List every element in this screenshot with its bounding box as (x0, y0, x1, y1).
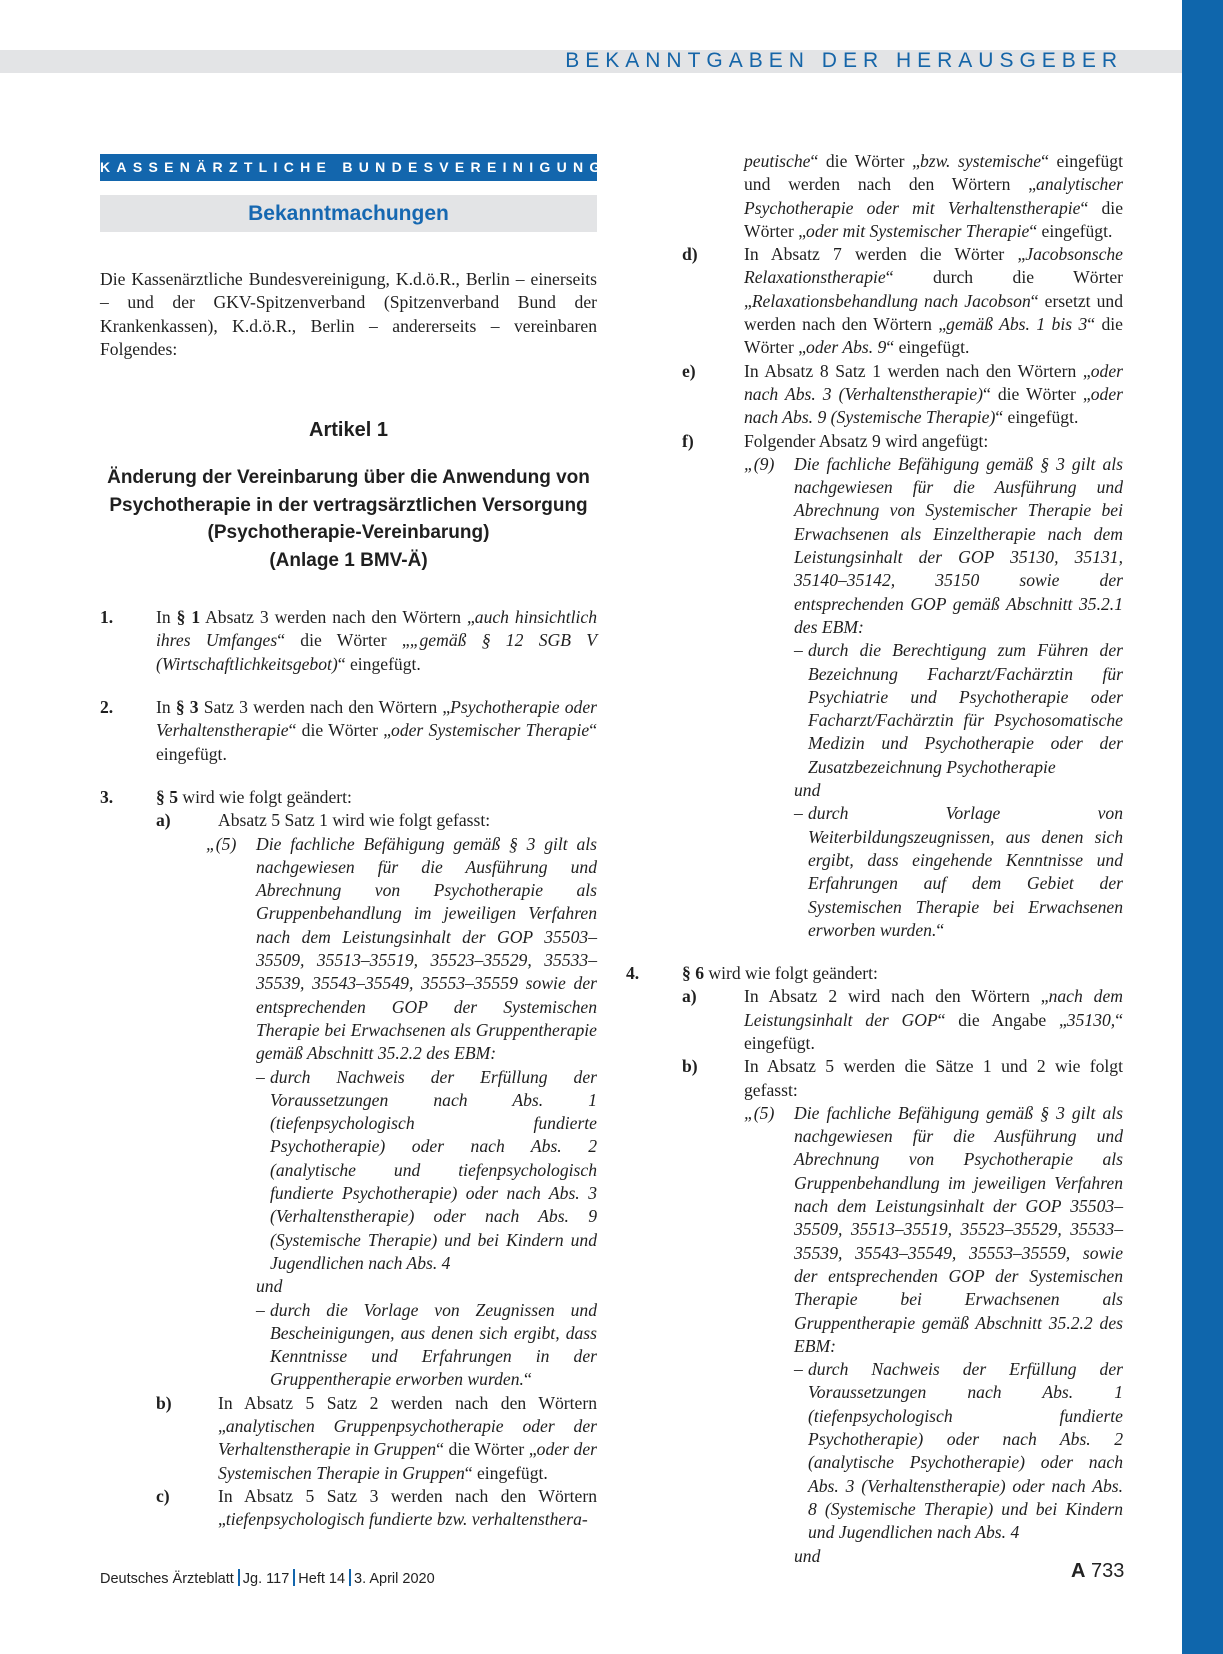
page-prefix: A (1071, 1560, 1086, 1582)
quote-block (744, 453, 1123, 942)
quoted-text: Die fachliche Befähigung gemäß § 3 gilt als nachgewiesen für die Ausführung und Abrechnung von Psychotherapie als Gruppenbehandlung im jeweiligen Verfahren nach dem Leistungsinhalt der GOP 35503–35509, 35513–35519, 35523–35529, 35533–35539, 35543–35549, 35553–35559, sowie der entsprechenden GOP der Systemischen Therapie bei Erwachsenen als Gruppentherapie gemäß Abschnitt 35.2.2 des EBM: (794, 1102, 1123, 1356)
text: Absatz 3 werden nach den Wörtern „ (200, 607, 475, 628)
quoted-text: gemäß Abs. 1 bis 3 (946, 314, 1088, 335)
subitem-letter: a) (156, 810, 171, 831)
dash-item: – durch Nachweis der Erfüllung der Voraussetzungen nach Abs. 1 (tiefenpsychologisch fundierte Psychotherapie) oder nach Abs. 2 (analytische Psychotherapie) oder nach Abs. 3 (Verhaltenstherapie) oder nach Abs. 8 (Systemische Therapie) und bei Kindern und Jugendlichen nach Abs. 4 (794, 1359, 1123, 1543)
left-column (100, 268, 597, 1531)
quoted-text: oder der Systemischen Therapie in Gruppen (218, 1439, 597, 1483)
issue: Heft 14 (298, 1571, 346, 1587)
dash-item: – durch Nachweis der Erfüllung der Voraussetzungen nach Abs. 1 (tiefenpsychologisch fundierte Psychotherapie) oder nach Abs. 2 (analytische und tiefenpsychologisch fundierte Psychotherapie) oder nach Abs. 3 (Verhaltenstherapie) oder nach Abs. 9 (Systemische Therapie) und bei Kindern und Jugendlichen nach Abs. 4 (256, 1066, 597, 1273)
text: In Absatz 7 werden die Wörter „ (744, 244, 1026, 265)
quote-marker: „(5) (206, 833, 237, 854)
quote-close: “ (523, 1369, 532, 1390)
text: “ die Angabe „ (937, 1009, 1067, 1030)
quoted-text: Die fachliche Befähigung gemäß § 3 gilt als nachgewiesen für die Ausführung und Abrechnung von Systemischer Therapie bei Erwachsenen als Einzeltherapie nach dem Leistungsinhalt der GOP 35130, 35131, 35140–35142, 35150 sowie der entsprechenden GOP gemäß Abschnitt 35.2.1 des EBM: (794, 453, 1123, 637)
separator (293, 1569, 295, 1586)
quoted-text: durch Nachweis der Erfüllung der Voraussetzungen nach Abs. 1 (tiefenpsychologisch fundierte Psychotherapie) oder nach Abs. 2 (analytische Psychotherapie) oder nach Abs. 3 (Verhaltenstherapie) oder nach Abs. 8 (Systemische Therapie) und bei Kindern und Jugendlichen nach Abs. 4 (808, 1359, 1123, 1543)
subitem-3c (156, 1485, 597, 1532)
item-number: 1. (100, 607, 114, 628)
intro-paragraph: Die Kassenärztliche Bundesvereinigung, K.d.ö.R., Berlin – einerseits – und der GKV-Spitzenverband (Spitzenverband Bund der Krankenkassen), K.d.ö.R., Berlin – andererseits – vereinbaren Folgendes: (100, 269, 597, 359)
text: “ eingefügt. (995, 407, 1079, 428)
text: “ die Wörter „ (810, 151, 920, 171)
subitem-letter: c) (156, 1485, 170, 1506)
subitem-letter: b) (682, 1056, 698, 1077)
volume: Jg. 117 (242, 1571, 290, 1587)
subitem-letter: b) (156, 1392, 172, 1413)
quote-marker: „(5) (744, 1102, 775, 1123)
quoted-text: auch hinsichtlich ihres Umfanges (156, 607, 597, 651)
page-number (1071, 1560, 1124, 1583)
quoted-text: Die fachliche Befähigung gemäß § 3 gilt als nachgewiesen für die Ausführung und Abrechnung von Psychotherapie als Gruppenbehandlung im jeweiligen Verfahren nach dem Leistungsinhalt der GOP 35503–35509, 35513–35519, 35523–35529, 35533–35539, 35543–35549, 35553–35559 sowie der entsprechenden GOP der Systemischen Therapie bei Erwachsenen als Gruppentherapie gemäß Abschnitt 35.2.2 des EBM: (256, 833, 597, 1064)
quoted-text: „gemäß § 12 SGB V (Wirtschaftlichkeitsgebot) (156, 630, 598, 674)
organization-banner: KASSENÄRZTLICHE BUNDESVEREINIGUNG (100, 154, 597, 181)
text: “ die Wörter „ (277, 630, 410, 651)
text: In Absatz 5 Satz 2 werden nach den Wörtern „ (218, 1392, 597, 1436)
issue-date: 3. April 2020 (354, 1571, 435, 1587)
quoted-text: Psychotherapie oder Verhaltenstherapie (156, 697, 598, 741)
subitem-3c-continued (682, 150, 1123, 243)
text: In Absatz 8 Satz 1 werden nach den Wörtern „ (744, 360, 1091, 381)
text: In Absatz 5 Satz 3 werden nach den Wörtern „ (218, 1485, 597, 1530)
text: “ durch die Wörter „ (744, 267, 1123, 311)
quote-block (206, 833, 597, 1392)
text: wird wie folgt geändert: (178, 786, 352, 807)
text: “ ersetzt und werden nach den Wörtern „ (744, 290, 1123, 335)
quoted-text: 35130, (1066, 1009, 1116, 1030)
list-item-2 (100, 696, 597, 766)
text: Folgender Absatz 9 wird angefügt: (744, 430, 989, 451)
article-subtitle-line: (Anlage 1 BMV-Ä) (269, 549, 428, 571)
text: “ eingefügt. (156, 720, 597, 764)
text: wird wie folgt geändert: (704, 963, 878, 984)
subitem-3a (156, 809, 597, 832)
conjunction: und (256, 1276, 283, 1297)
quoted-text: durch Nachweis der Erfüllung der Voraussetzungen nach Abs. 1 (tiefenpsychologisch fundierte Psychotherapie) oder nach Abs. 2 (analytische und tiefenpsychologisch fundierte Psychotherapie) oder nach Abs. 3 (Verhaltenstherapie) oder nach Abs. 9 (Systemische Therapie) und bei Kindern und Jugendlichen nach Abs. 4 (270, 1066, 597, 1273)
text: “ eingefügt. (464, 1462, 548, 1483)
subitem-4a (682, 985, 1123, 1055)
subitem-3e (682, 360, 1123, 430)
text: “ die Wörter „ (744, 314, 1123, 358)
text: In (156, 607, 177, 628)
quoted-text: bzw. systemische (919, 151, 1042, 171)
quoted-text: durch die Vorlage von Zeugnissen und Bescheinigungen, aus denen sich ergibt, dass Kenntnisse und Erfahrungen in der Gruppentherapie erworben wurden. (270, 1299, 597, 1390)
dash-item: – durch Vorlage von Weiterbildungszeugnissen, aus denen sich ergibt, dass eingehende Kenntnisse und Erfahrungen auf dem Gebiet der Systemischen Therapie bei Erwachsenen erworben wurden.“ (794, 803, 1123, 940)
quote-block (744, 1102, 1123, 1568)
paragraph-ref: § 5 (156, 786, 178, 807)
list-item-1 (100, 606, 597, 676)
right-column (626, 150, 1123, 1568)
text: “ eingefügt. (744, 1009, 1123, 1053)
quoted-text: Relaxationsbehandlung nach Jacobson (751, 290, 1031, 311)
quoted-text: Jacobsonsche Relaxationstherapie (744, 244, 1123, 288)
article-subtitle (100, 464, 597, 574)
quoted-text: durch die Berechtigung zum Führen der Bezeichnung Facharzt/Fachärztin für Psychiatrie und Psychotherapie oder Facharzt/Fachärztin für Psychosomatische Medizin und Psychotherapie oder der Zusatzbezeichnung Psychotherapie (808, 640, 1123, 777)
article-subtitle-line: Psychotherapie in der vertragsärztlichen Versorgung (109, 494, 588, 516)
header-title: BEKANNTGABEN DER HERAUSGEBER (565, 49, 1123, 72)
paragraph-ref: § 6 (682, 963, 704, 984)
text: “ eingefügt. (337, 653, 421, 674)
text: In Absatz 5 werden die Sätze 1 und 2 wie folgt gefasst: (744, 1056, 1123, 1100)
conjunction: und (794, 780, 821, 801)
item-number: 4. (626, 963, 640, 984)
footer-citation (100, 1569, 435, 1587)
article-heading: Artikel 1 (309, 419, 388, 442)
quote-marker: „(9) (744, 453, 775, 474)
subitem-4b (682, 1055, 1123, 1102)
text: “ die Wörter „ (288, 720, 392, 741)
paragraph-ref: § 3 (175, 697, 199, 718)
quote-close: “ (936, 919, 945, 940)
subitem-3d (682, 243, 1123, 359)
separator (238, 1569, 240, 1586)
text: Absatz 5 Satz 1 wird wie folgt gefasst: (218, 810, 491, 831)
text: Satz 3 werden nach den Wörtern „ (198, 697, 451, 718)
quoted-text: oder nach Abs. 3 (Verhaltenstherapie) (744, 360, 1123, 404)
conjunction: und (794, 1545, 821, 1566)
subitem-letter: a) (682, 986, 697, 1007)
quoted-text: oder Systemischer Therapie (391, 720, 590, 741)
quoted-text: analytischen Gruppenpsychotherapie oder der Verhaltenstherapie in Gruppen (218, 1415, 597, 1460)
subitem-letter: f) (682, 430, 694, 451)
quoted-text: analytischer Psychotherapie oder mit Verhaltenstherapie (744, 174, 1123, 218)
article-subtitle-line: (Psychotherapie-Vereinbarung) (207, 522, 490, 544)
quoted-text: oder Abs. 9 (806, 337, 887, 358)
section-title: Bekanntmachungen (100, 195, 597, 232)
list-item-4 (626, 962, 1123, 985)
article-subtitle-line: Änderung der Vereinbarung über die Anwendung von (107, 467, 590, 489)
text: “ eingefügt. (886, 337, 970, 358)
quoted-text: oder mit Systemischer Therapie (806, 220, 1030, 241)
item-number: 2. (100, 697, 114, 718)
page-number-value: 733 (1091, 1560, 1125, 1582)
journal-name: Deutsches Ärzteblatt (100, 1571, 234, 1587)
quoted-text: durch Vorlage von Weiterbildungszeugnissen, aus denen sich ergibt, dass eingehende Kenntnisse und Erfahrungen auf dem Gebiet der Systemischen Therapie bei Erwachsenen erworben wurden. (808, 803, 1123, 940)
quoted-text: nach dem Leistungsinhalt der GOP (744, 986, 1123, 1030)
text: In (156, 697, 176, 718)
dash-item: – durch die Vorlage von Zeugnissen und Bescheinigungen, aus denen sich ergibt, dass Kenntnisse und Erfahrungen in der Gruppentherapie erworben wurden.“ (256, 1299, 597, 1390)
subitem-letter: e) (682, 360, 696, 381)
subitem-3f (682, 430, 1123, 453)
separator (349, 1569, 351, 1586)
quoted-text: oder nach Abs. 9 (Systemische Therapie) (744, 383, 1123, 428)
item-number: 3. (100, 786, 114, 807)
paragraph-ref: § 1 (176, 607, 201, 628)
quoted-text: tiefenpsychologisch fundierte bzw. verhaltensthera- (225, 1509, 588, 1530)
list-item-3 (100, 786, 597, 809)
side-color-bar (1182, 0, 1223, 1654)
text: “ die Wörter „ (982, 383, 1091, 404)
quoted-text: peutische (744, 151, 811, 171)
text: “ die Wörter „ (436, 1439, 537, 1460)
text: “ die Wörter „ (744, 197, 1124, 241)
dash-item: – durch die Berechtigung zum Führen der Bezeichnung Facharzt/Fachärztin für Psychiatrie und Psychotherapie oder Facharzt/Fachärztin für Psychosomatische Medizin und Psychotherapie oder der Zusatzbezeichnung Psychotherapie (794, 640, 1123, 777)
text: In Absatz 2 wird nach den Wörtern „ (744, 986, 1049, 1007)
text: “ eingefügt und werden nach den Wörtern „ (744, 151, 1123, 195)
text: “ eingefügt. (1029, 220, 1113, 241)
subitem-letter: d) (682, 244, 698, 265)
subitem-3b (156, 1392, 597, 1485)
